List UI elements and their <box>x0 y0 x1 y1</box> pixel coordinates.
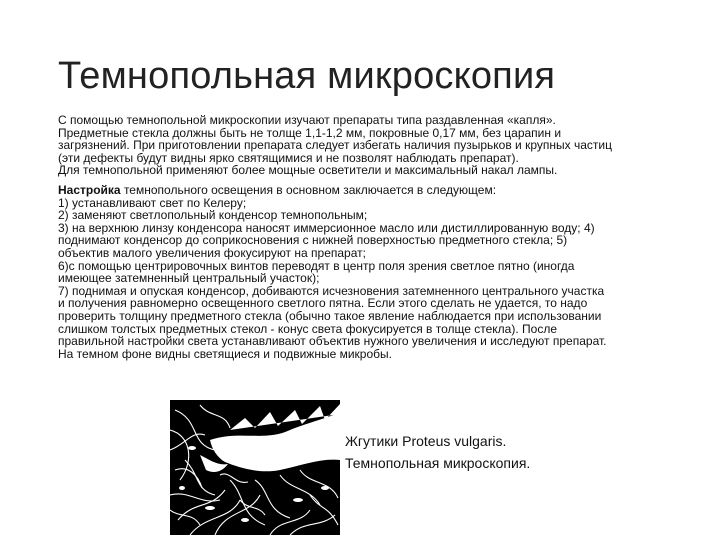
slide-title: Темнопольная микроскопия <box>58 55 556 97</box>
setup-step: и получения равномерно освещенного светлого пятна. Если этого сделать не удается, то надо <box>58 296 588 311</box>
setup-step: объектив малого увеличения фокусируют на препарат; <box>58 245 366 260</box>
setup-step: 1) устанавливают свет по Келеру; <box>58 195 247 210</box>
intro-line: С помощью темнопольной микроскопии изучают препараты типа раздавленная «капля». <box>58 113 556 127</box>
setup-step: 7) поднимая и опуская конденсор, добиваются исчезновения затемненного центрального участка <box>58 283 605 298</box>
setup-paragraph <box>58 184 698 360</box>
setup-heading-line <box>58 184 698 197</box>
darkfield-micrograph <box>170 400 340 535</box>
setup-step: проверить толщину предметного стекла (обычно такое явление наблюдается при использовании <box>58 308 602 323</box>
setup-step: поднимают конденсор до соприкосновения с нижней поверхностью предметного стекла; 5) <box>58 233 568 248</box>
setup-intro-text: темнопольного освещения в основном заключается в следующем: <box>120 182 497 197</box>
setup-step: На темном фоне видны светящиеся и подвижные микробы. <box>58 346 392 361</box>
image-caption <box>345 430 530 474</box>
caption-line: Жгутики Proteus vulgaris. <box>345 433 507 449</box>
setup-step: имеющее затемненный центральный участок); <box>58 271 320 286</box>
setup-step: слишком толстых предметных стекол - конус света фокусируется в толще стекла). После <box>58 321 557 336</box>
setup-step: 6)с помощью центрировочных винтов переводят в центр поля зрения светлое пятно (иногда <box>58 258 575 273</box>
setup-step: правильной настройки света устанавливают объектив нужного увеличения и исследуют препарат. <box>58 334 607 349</box>
micrograph-image <box>170 400 340 535</box>
intro-line: Предметные стекла должны быть не толще 1,1-1,2 мм, покровные 0,17 мм, без царапин и <box>58 125 562 140</box>
setup-bold-word: Настройка <box>58 182 121 197</box>
caption-line: Темнопольная микроскопия. <box>345 455 531 471</box>
setup-step: 2) заменяют светлопольный конденсор темнопольным; <box>58 208 368 223</box>
intro-line: загрязнений. При приготовлении препарата следует избегать наличия пузырьков и крупных частиц <box>58 138 612 153</box>
intro-paragraph <box>58 114 698 177</box>
intro-line: Для темнопольной применяют более мощные осветители и максимальный накал лампы. <box>58 163 558 178</box>
setup-step: 3) на верхнюю линзу конденсора наносят иммерсионное масло или дистиллированную воду; 4) <box>58 220 595 235</box>
intro-line: (эти дефекты будут видны ярко святящимися и не позволят наблюдать препарат). <box>58 150 519 165</box>
slide-body <box>58 114 698 360</box>
